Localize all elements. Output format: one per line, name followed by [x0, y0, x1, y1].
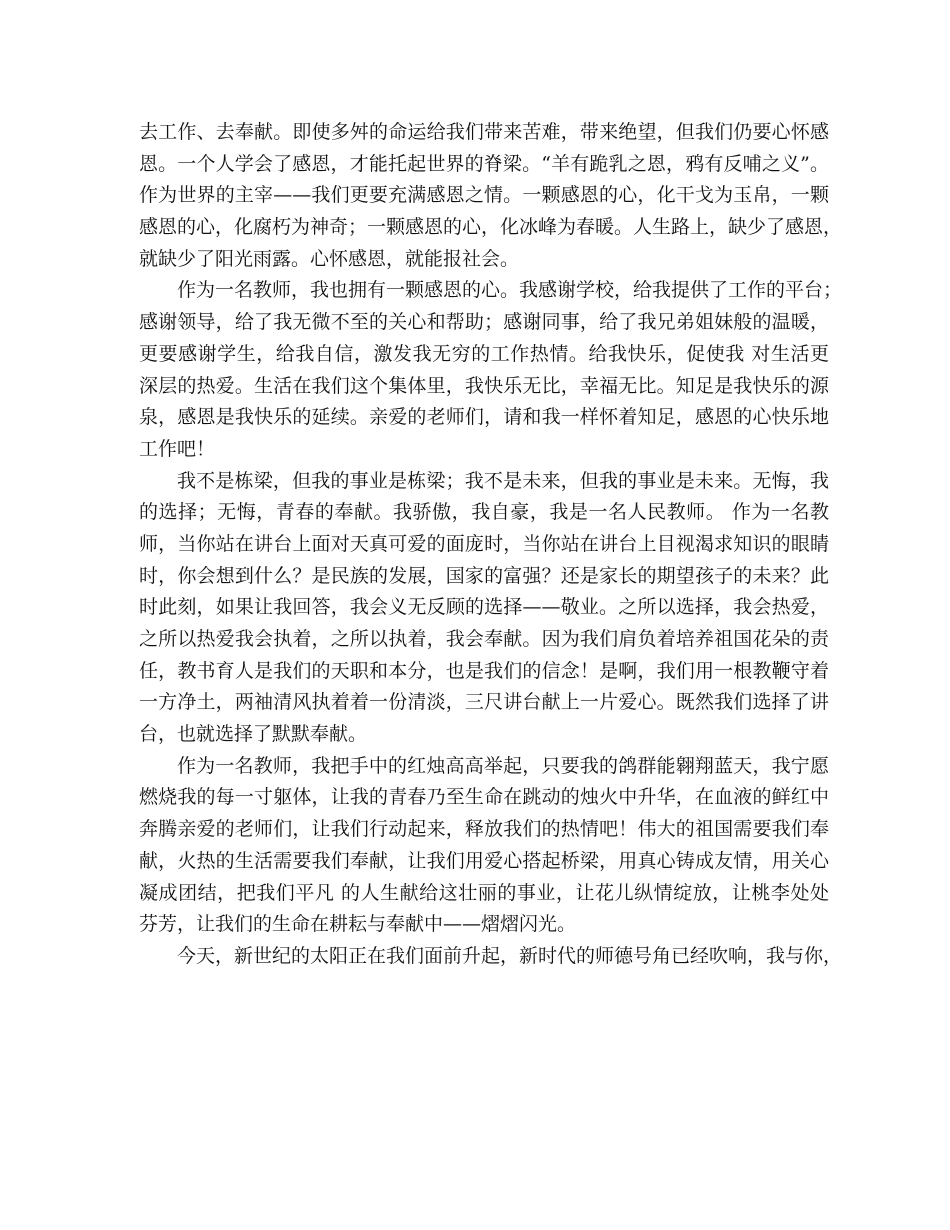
text-line: 去工作、去奉献。即使多舛的命运给我们带来苦难，带来绝望，但我们仍要心怀感 [139, 121, 829, 143]
text-line: 献，火热的生活需要我们奉献，让我们用爱心搭起桥梁，用真心铸成友情，用关心 [139, 849, 829, 872]
text-line: 就缺少了阳光雨露。心怀感恩，就能报社会。 [139, 247, 520, 270]
paragraph [139, 751, 829, 941]
text-line: 更要感谢学生，给我自信，激发我无穷的工作热情。给我快乐，促使我 对生活更 [139, 342, 829, 365]
text-line: 燃烧我的每一寸躯体，让我的青春乃至生命在跳动的烛火中升华，在血液的鲜红中 [139, 786, 829, 809]
text-line: 作为世界的主宰——我们更要充满感恩之情。一颗感恩的心，化干戈为玉帛，一颗 [139, 184, 829, 207]
text-line: 的选择；无悔，青春的奉献。我骄傲，我自豪，我是一名人民教师。 作为一名教 [139, 501, 829, 524]
text-line: 恩。一个人学会了感恩，才能托起世界的脊梁。“羊有跪乳之恩，鸦有反哺之义”。 [139, 152, 829, 175]
text-line: 感谢领导，给了我无微不至的关心和帮助；感谢同事，给了我兄弟姐妹般的温暖， [139, 311, 829, 334]
text-line: 师，当你站在讲台上面对天真可爱的面庞时，当你站在讲台上目视渴求知识的眼睛 [139, 532, 829, 555]
text-line: 芬芳，让我们的生命在耕耘与奉献中——熠熠闪光。 [139, 913, 577, 936]
text-line: 工作吧！ [139, 437, 216, 460]
text-line: 我不是栋梁，但我的事业是栋梁；我不是未来，但我的事业是未来。无悔，我 [177, 469, 829, 492]
text-line: 任，教书育人是我们的天职和本分，也是我们的信念！是啊，我们用一根教鞭守着 [139, 659, 829, 682]
text-line: 台，也就选择了默默奉献。 [139, 723, 368, 746]
paragraph [139, 466, 829, 751]
text-line: 一方净土，两袖清风执着着一份清淡，三尺讲台献上一片爱心。既然我们选择了讲 [139, 691, 829, 714]
text-line: 今天，新世纪的太阳正在我们面前升起，新时代的师德号角已经吹响，我与你， [177, 944, 843, 967]
text-line: 时此刻，如果让我回答，我会义无反顾的选择——敬业。之所以选择，我会热爱， [139, 596, 829, 619]
text-line: 作为一名教师，我也拥有一颗感恩的心。我感谢学校，给我提供了工作的平台； [177, 279, 843, 302]
paragraph [139, 117, 843, 275]
text-line: 时，你会想到什么？是民族的发展，国家的富强？还是家长的期望孩子的未来？此 [139, 564, 829, 587]
paragraph [139, 275, 843, 465]
text-line: 凝成团结，把我们平凡 的人生献给这壮丽的事业，让花儿纵情绽放，让桃李处处 [139, 881, 829, 904]
text-line: 深层的热爱。生活在我们这个集体里，我快乐无比，幸福无比。知足是我快乐的源 [139, 374, 829, 397]
text-line: 泉，感恩是我快乐的延续。亲爱的老师们，请和我一样怀着知足，感恩的心快乐地 [139, 406, 829, 429]
text-line: 作为一名教师，我把手中的红烛高高举起，只要我的鸽群能翱翔蓝天，我宁愿 [177, 754, 829, 777]
text-line: 感恩的心，化腐朽为神奇；一颗感恩的心，化冰峰为春暖。人生路上，缺少了感恩， [139, 216, 843, 239]
document-body [139, 117, 843, 973]
text-line: 之所以热爱我会执着，之所以执着，我会奉献。因为我们肩负着培养祖国花朵的责 [139, 628, 829, 650]
text-line: 奔腾亲爱的老师们，让我们行动起来，释放我们的热情吧！伟大的祖国需要我们奉 [139, 818, 829, 841]
paragraph [139, 941, 843, 973]
